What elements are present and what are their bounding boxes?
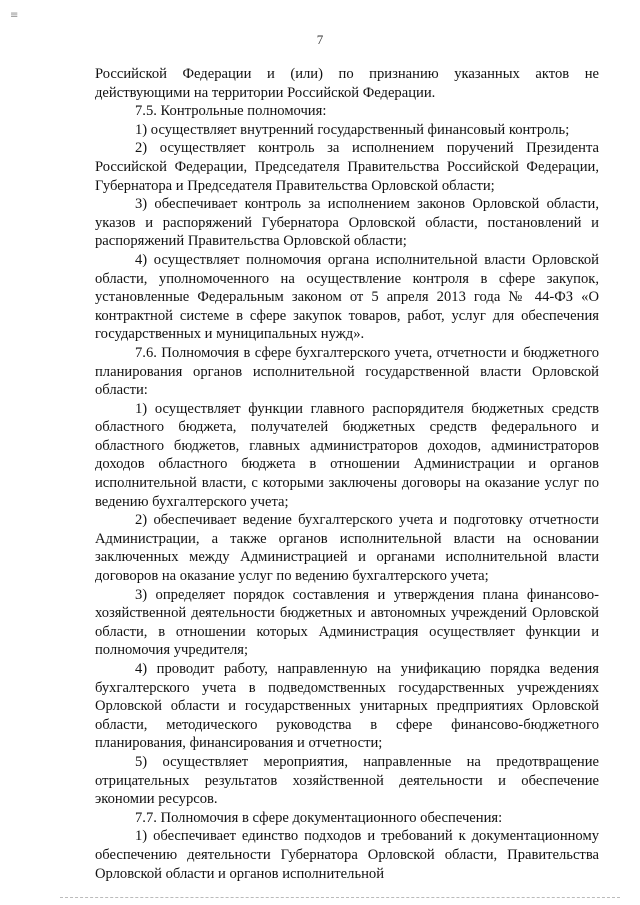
paragraph: 4) проводит работу, направленную на унификацию порядка ведения бухгалтерского учета в подведомственных государственных учреждениях Орловской области и государственных унитарных предприятиях Орловской области, методического руководства в сфере финансово-бюджетного планирования, финансирования и отчетности;: [95, 661, 599, 752]
paragraph: Российской Федерации и (или) по признанию указанных актов не действующими на территории Российской Федерации.: [95, 66, 599, 101]
document-body: [95, 65, 599, 883]
paragraph: 2) обеспечивает ведение бухгалтерского учета и подготовку отчетности Администрации, а также органов исполнительной власти на основании заключенных между Администрацией и органами исполнительной власти договоров на оказание услуг по ведению бухгалтерского учета;: [95, 512, 599, 585]
section-heading-7-7: 7.7. Полномочия в сфере документационного обеспечения:: [135, 809, 503, 826]
paragraph: 2) осуществляет контроль за исполнением поручений Президента Российской Федерации, Председателя Правительства Российской Федерации, Губернатора и Председателя Правительства Орловской области;: [95, 140, 599, 194]
paragraph: 1) обеспечивает единство подходов и требований к документационному обеспечению деятельности Губернатора Орловской области, Правительства Орловской области и органов исполнительной: [95, 828, 599, 882]
page-number: 7: [316, 32, 324, 47]
paragraph: 5) осуществляет мероприятия, направленные на предотвращение отрицательных результатов хозяйственной деятельности и обеспечение экономии ресурсов.: [95, 753, 599, 808]
scan-edge-line: [60, 897, 620, 898]
section-heading-7-5: 7.5. Контрольные полномочия:: [135, 103, 327, 120]
paragraph: 3) определяет порядок составления и утверждения плана финансово-хозяйственной деятельности бюджетных и автономных учреждений Орловской области, в отношении которых Администрация осуществляет функции и полномочия учредителя;: [95, 586, 599, 659]
paragraph: 1) осуществляет внутренний государственный финансовый контроль;: [135, 121, 570, 138]
scan-mark: ≡: [10, 10, 19, 21]
paragraph: 4) осуществляет полномочия органа исполнительной власти Орловской области, уполномоченного на осуществление контроля в сфере закупок, установленные Федеральным законом от 5 апреля 2013 года № 44-ФЗ «О контрактной системе в сфере закупок товаров, работ, услуг для обеспечения государственных и муниципальных нужд».: [95, 251, 599, 343]
paragraph: 1) осуществляет функции главного распорядителя бюджетных средств областного бюджета, получателей бюджетных средств федерального и областного бюджетов, главных администраторов доходов, администраторов доходов областного бюджета в отношении Администрации и органов исполнительной власти, с которыми заключены договоры на оказание услуг по ведению бухгалтерского учета;: [95, 400, 599, 510]
paragraph: 3) обеспечивает контроль за исполнением законов Орловской области, указов и распоряжений Губернатора Орловской области, постановлений и распоряжений Правительства Орловской области;: [95, 196, 599, 250]
section-heading-7-6: 7.6. Полномочия в сфере бухгалтерского учета, отчетности и бюджетного планирования органов исполнительной государственной власти Орловской области:: [95, 344, 599, 399]
